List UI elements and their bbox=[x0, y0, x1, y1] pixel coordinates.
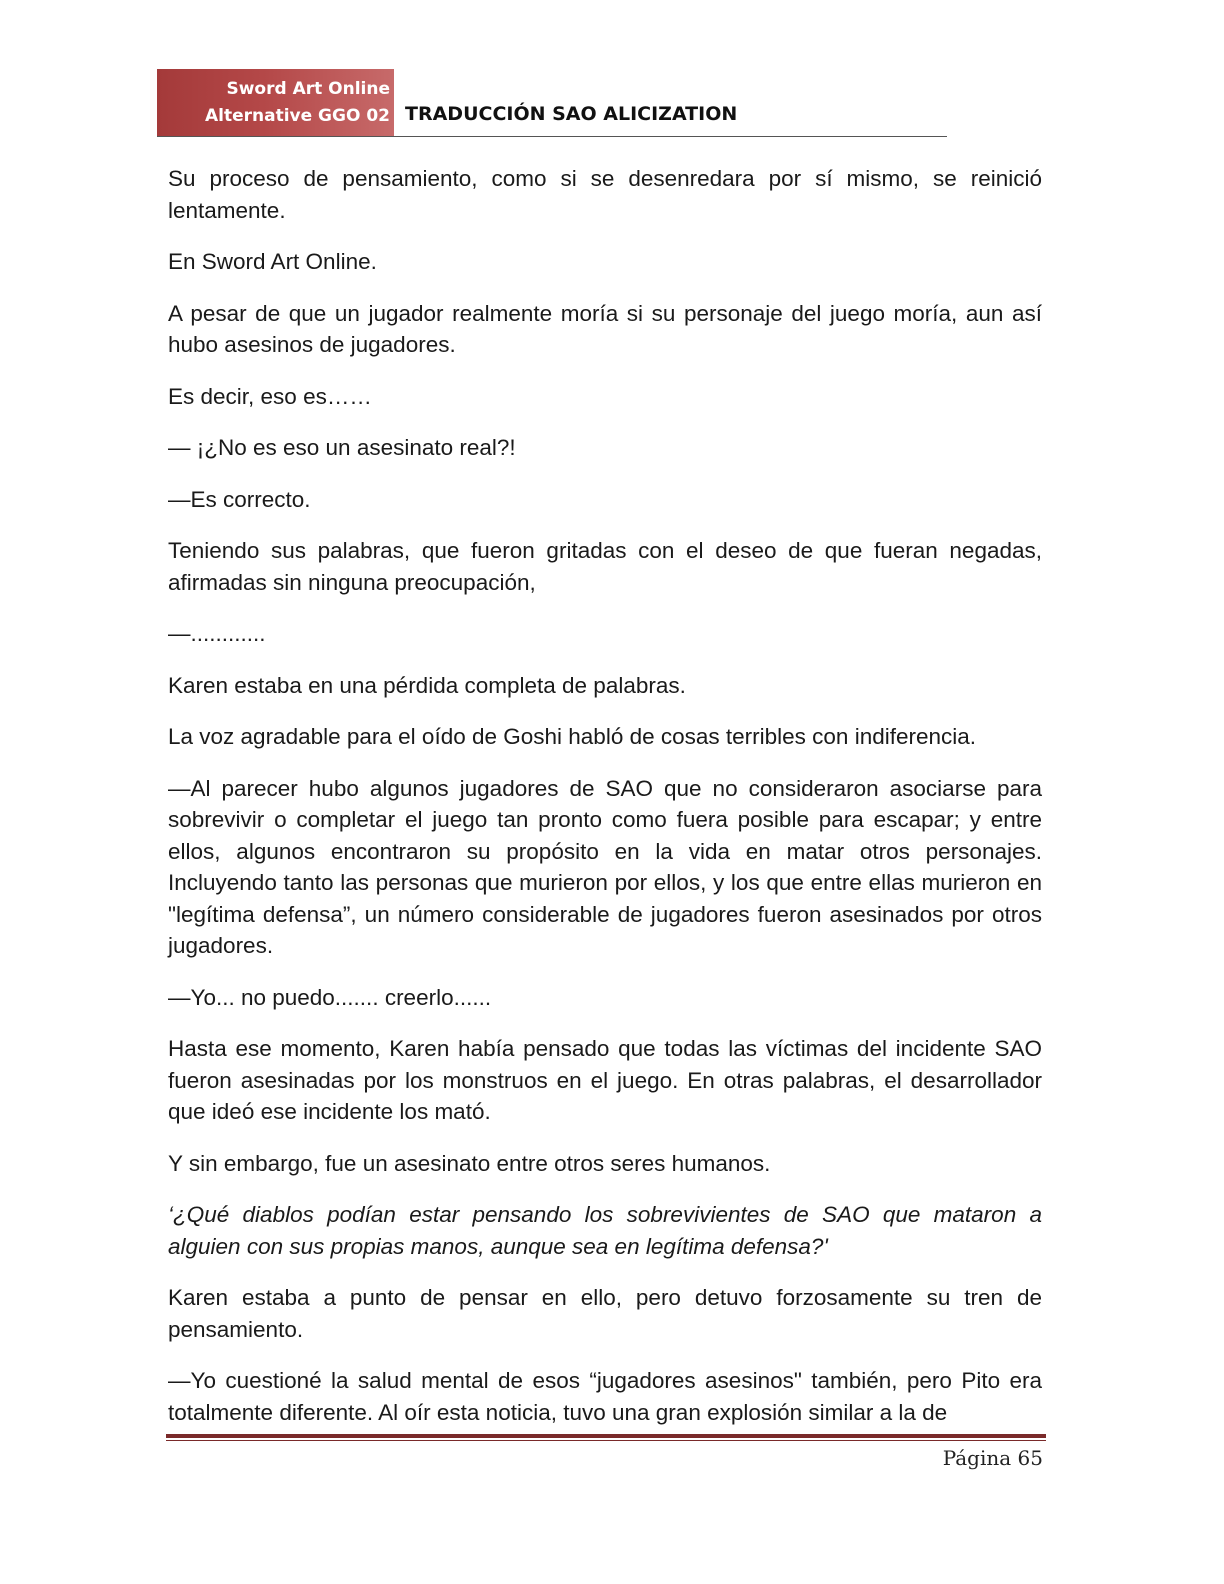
paragraph: —Yo cuestioné la salud mental de esos “jugadores asesinos" también, pero Pito era totalmente diferente. Al oír esta noticia, tuvo una gran explosión similar a la de bbox=[168, 1368, 1042, 1425]
header-rule bbox=[157, 136, 947, 137]
paragraph: Hasta ese momento, Karen había pensado que todas las víctimas del incidente SAO fueron asesinadas por los monstruos en el juego. En otras palabras, el desarrollador que ideó ese incidente los mató. bbox=[168, 1036, 1042, 1124]
paragraph: En Sword Art Online. bbox=[168, 249, 377, 274]
paragraph: Su proceso de pensamiento, como si se desenredara por sí mismo, se reinició lentamente. bbox=[168, 166, 1042, 223]
paragraph: Y sin embargo, fue un asesinato entre otros seres humanos. bbox=[168, 1150, 771, 1176]
paragraph: —Yo... no puedo....... creerlo...... bbox=[168, 984, 492, 1010]
paragraph: La voz agradable para el oído de Goshi habló de cosas terribles con indiferencia. bbox=[168, 724, 977, 749]
paragraph: — ¡¿No es eso un asesinato real?! bbox=[168, 435, 516, 460]
page-body bbox=[168, 163, 1042, 1448]
paragraph: —............ bbox=[168, 621, 266, 646]
footer-rule-thin bbox=[166, 1440, 1046, 1441]
series-badge bbox=[157, 69, 394, 137]
paragraph: Karen estaba a punto de pensar en ello, pero detuvo forzosamente su tren de pensamiento. bbox=[168, 1285, 1042, 1342]
paragraph-italic-thought: ‘¿Qué diablos podían estar pensando los sobrevivientes de SAO que mataron a alguien con sus propias manos, aunque sea en legítima defensa?' bbox=[168, 1202, 1042, 1259]
header-title: TRADUCCIÓN SAO ALICIZATION bbox=[405, 103, 738, 125]
paragraph: Karen estaba en una pérdida completa de palabras. bbox=[168, 672, 686, 698]
page-header bbox=[157, 69, 947, 139]
footer-rule bbox=[166, 1434, 1046, 1438]
paragraph: A pesar de que un jugador realmente moría si su personaje del juego moría, aun así hubo asesinos de jugadores. bbox=[168, 300, 1042, 357]
page-number: Página 65 bbox=[942, 1446, 1043, 1470]
paragraph: Es decir, eso es…… bbox=[168, 383, 372, 409]
paragraph: Teniendo sus palabras, que fueron gritadas con el deseo de que fueran negadas, afirmadas sin ninguna preocupación, bbox=[168, 538, 1042, 595]
paragraph: —Al parecer hubo algunos jugadores de SAO que no consideraron asociarse para sobrevivir o completar el juego tan pronto como fuera posible para escapar; y entre ellos, algunos encontraron su propósito en la vida en matar otros personajes. Incluyendo tanto las personas que murieron por ellos, y los que entre ellas murieron en "legítima defensa”, un número considerable de jugadores fueron asesinados por otros jugadores. bbox=[168, 775, 1042, 958]
series-badge-line-1: Sword Art Online bbox=[226, 79, 390, 99]
series-badge-line-2: Alternative GGO 02 bbox=[204, 106, 390, 126]
paragraph: —Es correcto. bbox=[168, 486, 311, 512]
